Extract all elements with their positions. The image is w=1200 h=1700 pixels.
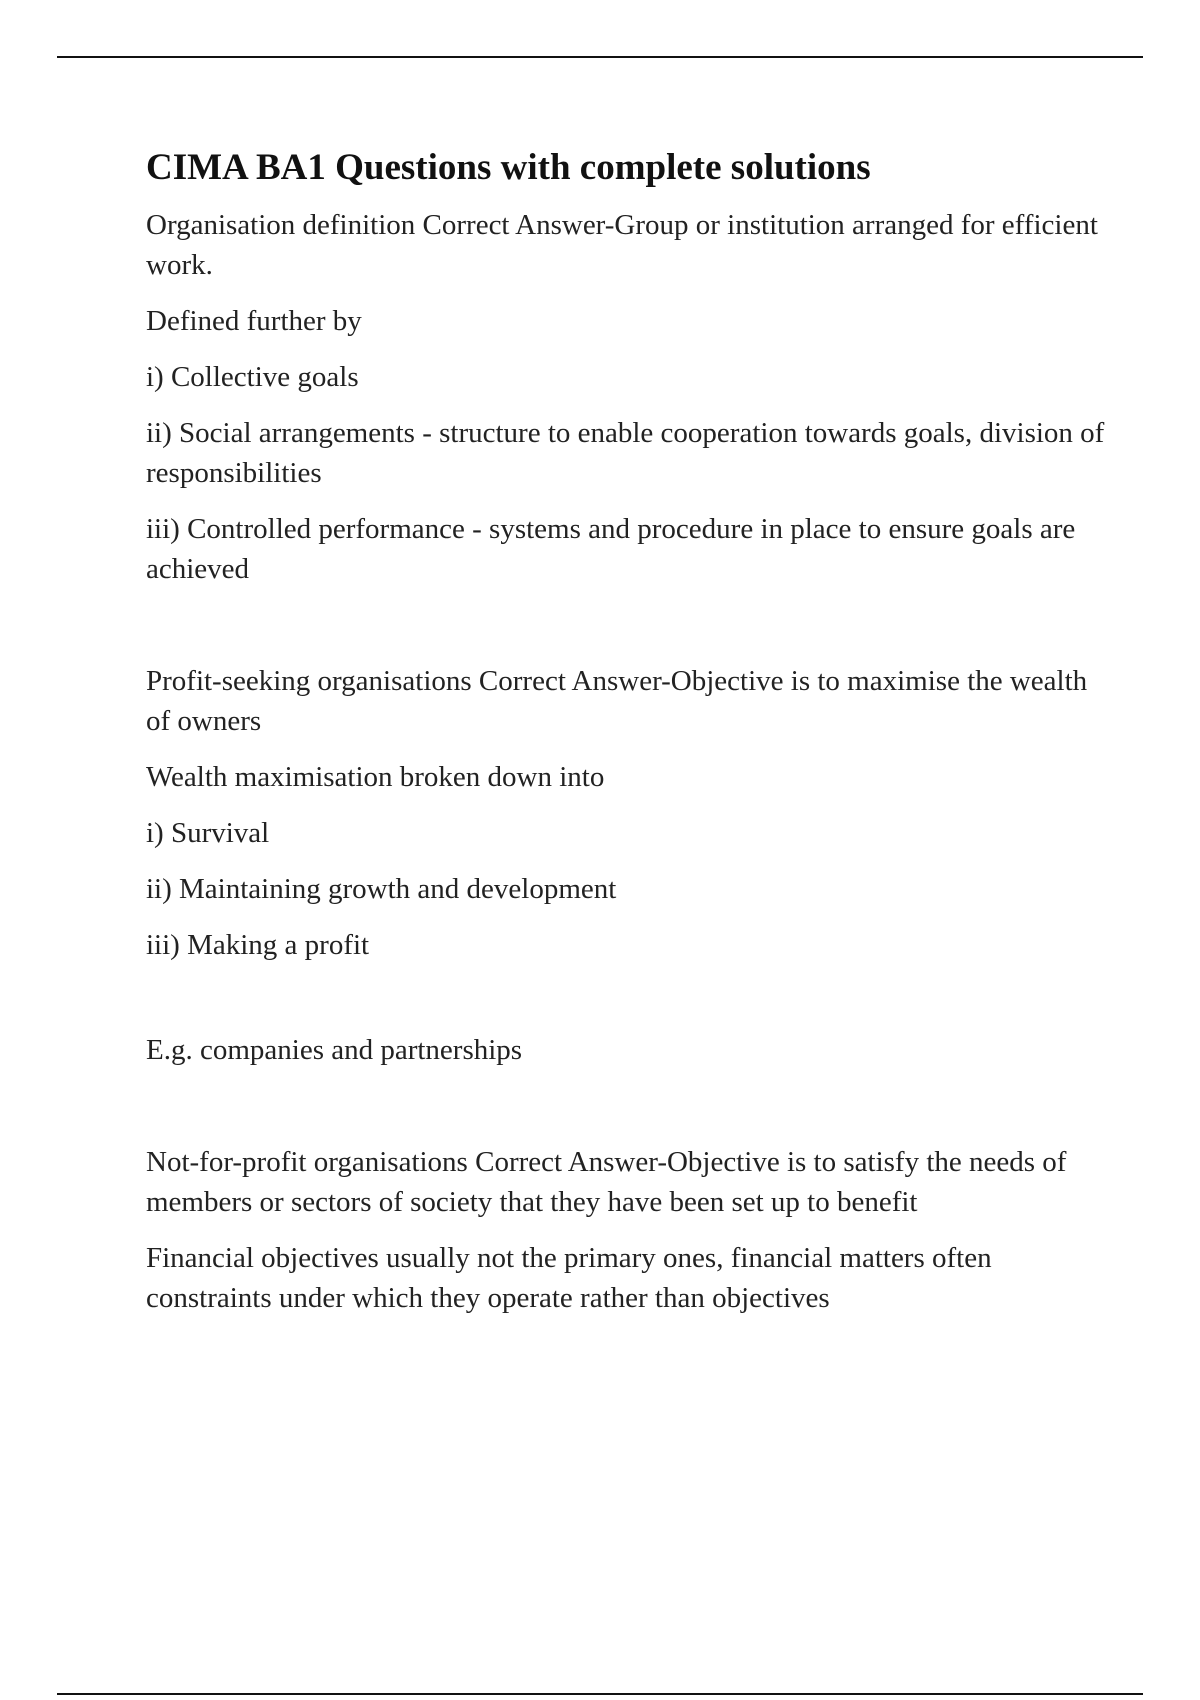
section-profit-seeking: [146, 661, 1106, 1070]
example-note: E.g. companies and partnerships: [146, 1034, 523, 1066]
list-item: iii) Controlled performance - systems and procedure in place to ensure goals are achieved: [146, 513, 1076, 585]
list-item: iii) Making a profit: [146, 929, 370, 961]
paragraph: Financial objectives usually not the primary ones, financial matters often constraints under which they operate rather than objectives: [146, 1242, 992, 1314]
document-title: CIMA BA1 Questions with complete solutions: [146, 147, 871, 188]
paragraph: Organisation definition Correct Answer-Group or institution arranged for efficient work.: [146, 209, 1098, 281]
paragraph-spacer: [146, 981, 1106, 1030]
paragraph: Profit-seeking organisations Correct Answer-Objective is to maximise the wealth of owners: [146, 665, 1088, 737]
list-item: i) Survival: [146, 817, 270, 849]
list-item: ii) Maintaining growth and development: [146, 873, 617, 905]
paragraph: Not-for-profit organisations Correct Answer-Objective is to satisfy the needs of members or sectors of society that they have been set up to benefit: [146, 1146, 1067, 1218]
list-item: i) Collective goals: [146, 361, 359, 393]
section-organisation-definition: [146, 205, 1106, 589]
section-spacer: [146, 605, 1106, 661]
document-body: [146, 146, 1106, 1334]
paragraph: Wealth maximisation broken down into: [146, 761, 605, 793]
paragraph: Defined further by: [146, 305, 362, 337]
section-spacer: [146, 1086, 1106, 1142]
list-item: ii) Social arrangements - structure to enable cooperation towards goals, division of responsibilities: [146, 417, 1105, 489]
footer-rule: [57, 1693, 1143, 1695]
header-rule: [57, 56, 1143, 58]
section-not-for-profit: [146, 1142, 1106, 1318]
